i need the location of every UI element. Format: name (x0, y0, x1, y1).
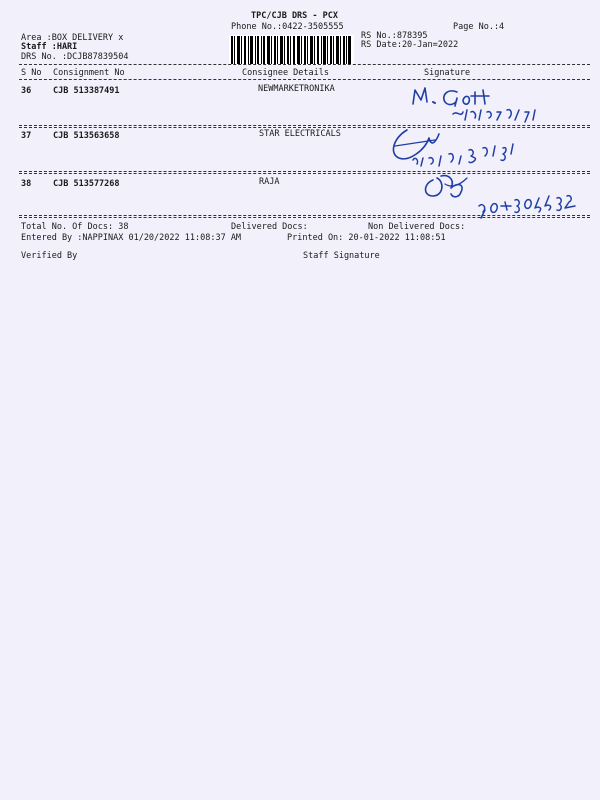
row-consignee: STAR ELECTRICALS (259, 129, 341, 139)
row-sno: 37 (21, 131, 32, 141)
row-sno: 36 (21, 86, 32, 96)
drs-number: DRS No. :DCJB87839504 (21, 52, 129, 62)
row-consignee: NEWMARKETRONIKA (258, 84, 335, 94)
divider (19, 64, 590, 65)
staff-signature: Staff Signature (303, 251, 380, 261)
column-header-sno: S No (21, 68, 42, 78)
column-header-signature: Signature (424, 68, 471, 78)
divider (19, 79, 590, 80)
rs-number: RS No.:878395 (361, 31, 428, 41)
total-docs: Total No. Of Docs: 38 (21, 222, 129, 232)
handwritten-signature-icon (415, 170, 595, 220)
column-header-consignment: Consignment No (53, 68, 125, 78)
printed-on: Printed On: 20-01-2022 11:08:51 (287, 233, 446, 243)
phone-number: Phone No.:0422-3505555 (231, 22, 344, 32)
divider (19, 215, 590, 216)
divider (19, 217, 590, 218)
non-delivered-docs: Non Delivered Docs: (368, 222, 466, 232)
entered-by: Entered By :NAPPINAX 01/20/2022 11:08:37 AM (21, 233, 242, 243)
row-consignment: CJB 513577268 (53, 179, 120, 189)
delivered-docs: Delivered Docs: (231, 222, 308, 232)
rs-date: RS Date:20-Jan=2022 (361, 40, 459, 50)
document-title: TPC/CJB DRS - PCX (251, 11, 338, 21)
row-consignee: RAJA (259, 177, 280, 187)
barcode-icon (229, 35, 354, 65)
row-consignment: CJB 513387491 (53, 86, 120, 96)
staff-field: Staff :HARI (21, 42, 78, 52)
page-number: Page No.:4 (453, 22, 505, 32)
handwritten-signature-icon (385, 120, 555, 170)
verified-by: Verified By (21, 251, 78, 261)
column-header-consignee: Consignee Details (242, 68, 329, 78)
row-sno: 38 (21, 179, 32, 189)
row-consignment: CJB 513563658 (53, 131, 120, 141)
area-field: Area :BOX DELIVERY x (21, 33, 124, 43)
